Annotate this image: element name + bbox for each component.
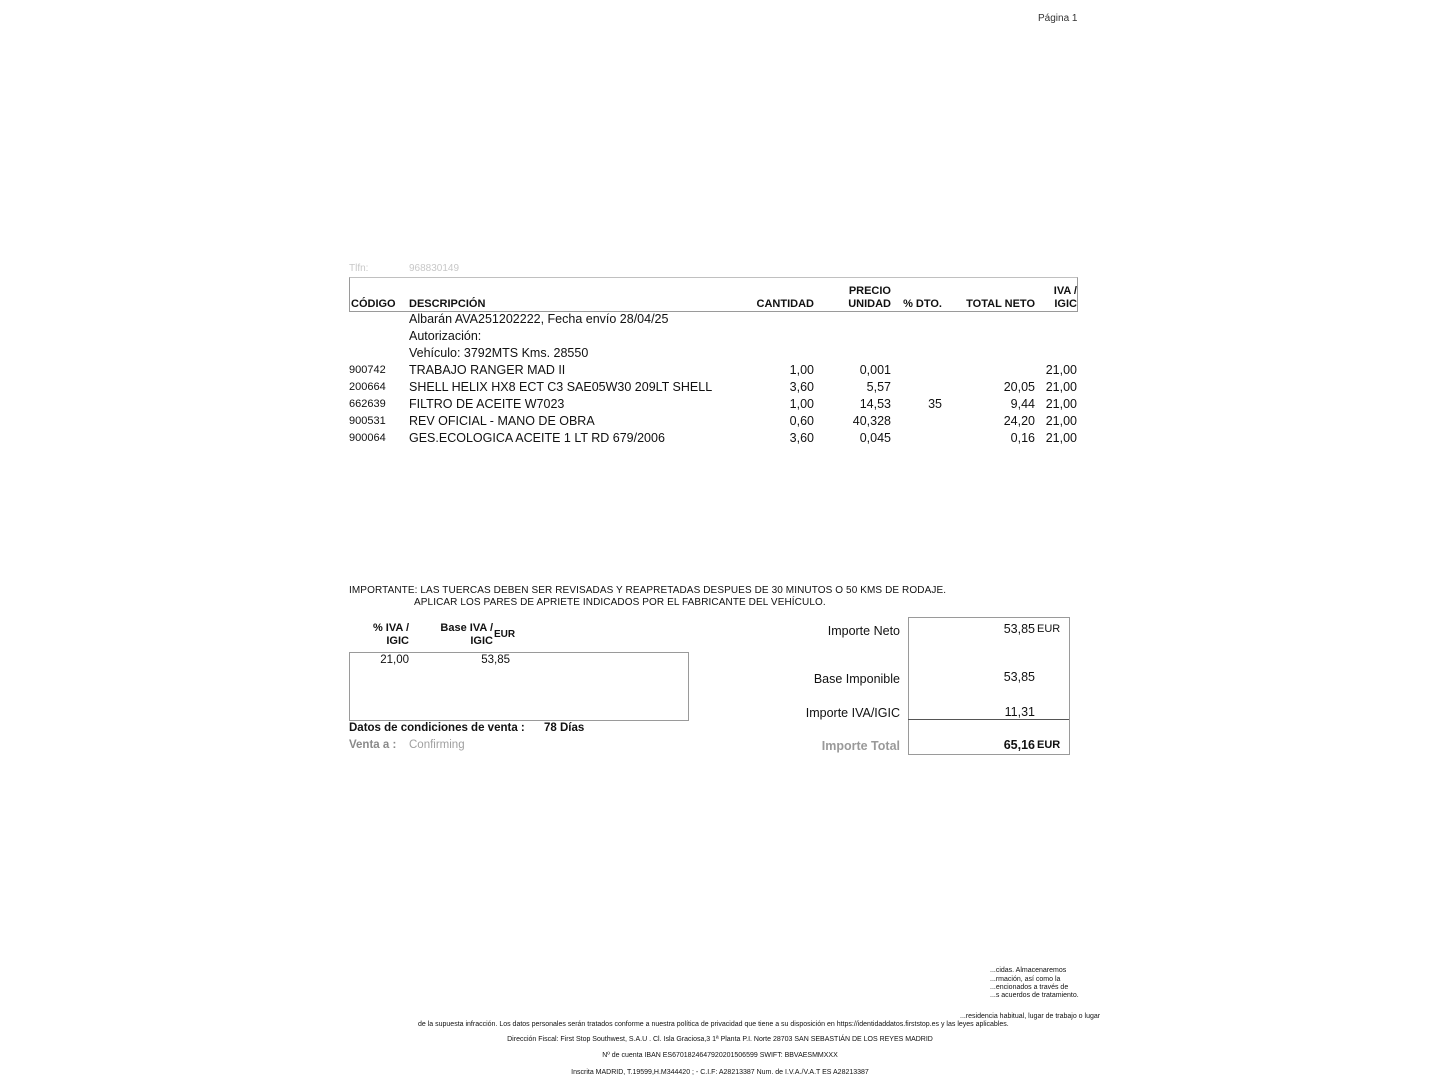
privacy-fragment-5: ...residencia habitual, lugar de trabajo o lugar [960, 1013, 1101, 1020]
row-code: 900531 [349, 415, 386, 427]
company-registry: Inscrita MADRID, T.19599,H.M344420 ; - C.I.F: A28213387 Num. de I.V.A./V.A.T ES A28213387 [571, 1069, 869, 1076]
row-net-total: 9,44 [1010, 397, 1035, 411]
vehicle-line: Vehículo: 3792MTS Kms. 28550 [409, 346, 589, 360]
row-description: GES.ECOLOGICA ACEITE 1 LT RD 679/2006 [409, 431, 665, 445]
row-net-total: 20,05 [1003, 380, 1035, 394]
row-unit-price: 14,53 [859, 397, 891, 411]
page-number: Página 1 [1038, 13, 1078, 24]
vat-base-header-1: Base IVA / [440, 622, 493, 634]
fiscal-address: Dirección Fiscal: First Stop Southwest, S.A.U . Cl. Isla Graciosa,3 1ª Planta P.I. Norte 28703 SAN SEBASTIÁN DE LOS REYES MADRID [507, 1036, 933, 1043]
row-quantity: 3,60 [789, 380, 814, 394]
vat-pct-header-2: IGIC [386, 635, 409, 647]
vat-base-header-2: IGIC [470, 635, 493, 647]
row-net-total: 0,16 [1010, 431, 1035, 445]
privacy-fragment-4: ...s acuerdos de tratamiento. [990, 992, 1079, 999]
row-code: 662639 [349, 398, 386, 410]
vat-amount-label: Importe IVA/IGIC [805, 706, 900, 720]
delivery-note-line: Albarán AVA251202222, Fecha envío 28/04/25 [409, 312, 669, 326]
net-amount-value: 53,85 [1003, 622, 1035, 636]
row-vat: 21,00 [1045, 431, 1077, 445]
row-quantity: 1,00 [789, 363, 814, 377]
phone-label: Tlfn: [349, 263, 369, 274]
row-unit-price: 5,57 [866, 380, 891, 394]
privacy-line: de la supuesta infracción. Los datos personales serán tratados conforme a nuestra política de privacidad que tiene a su disposición en https://identidaddatos.firststop.es y las leyes aplicables. [418, 1021, 1009, 1028]
venta-label: Venta a : [349, 739, 397, 751]
row-code: 200664 [349, 381, 386, 393]
totals-divider [908, 719, 1069, 720]
header-discount: % DTO. [903, 298, 942, 310]
privacy-fragment-2: ...rmación, así como la [990, 976, 1061, 983]
total-amount-label: Importe Total [821, 739, 900, 753]
row-code: 900064 [349, 432, 386, 444]
privacy-fragment-3: ...encionados a través de [990, 984, 1069, 991]
header-description: DESCRIPCIÓN [409, 298, 486, 310]
taxable-base-value: 53,85 [1003, 670, 1035, 684]
row-net-total: 24,20 [1003, 414, 1035, 428]
header-net-total: TOTAL NETO [966, 298, 1035, 310]
venta-value: Confirming [409, 739, 465, 751]
vat-pct-header-1: % IVA / [372, 622, 409, 634]
header-vat-1: IVA / [1053, 285, 1077, 297]
vat-pct-value: 21,00 [380, 654, 409, 666]
net-amount-label: Importe Neto [827, 624, 900, 638]
row-quantity: 1,00 [789, 397, 814, 411]
header-vat-2: IGIC [1054, 298, 1077, 310]
row-unit-price: 0,045 [859, 431, 891, 445]
total-amount-value: 65,16 [1003, 738, 1035, 752]
row-vat: 21,00 [1045, 363, 1077, 377]
row-description: SHELL HELIX HX8 ECT C3 SAE05W30 209LT SHELL [409, 380, 713, 394]
total-amount-currency: EUR [1037, 739, 1061, 751]
taxable-base-label: Base Imponible [813, 672, 900, 686]
bank-account: Nº de cuenta IBAN ES6701824647920201506599 SWIFT: BBVAESMMXXX [602, 1052, 838, 1059]
notice-line-2: APLICAR LOS PARES DE APRIETE INDICADOS POR EL FABRICANTE DEL VEHÍCULO. [414, 597, 826, 608]
row-unit-price: 0,001 [859, 363, 891, 377]
net-amount-currency: EUR [1037, 623, 1061, 635]
vat-currency-header: EUR [494, 629, 516, 640]
conditions-value: 78 Días [544, 722, 585, 734]
privacy-fragment-1: ...cidas. Almacenaremos [990, 967, 1067, 974]
vat-base-value: 53,85 [481, 654, 510, 666]
row-vat: 21,00 [1045, 397, 1077, 411]
row-code: 900742 [349, 364, 386, 376]
authorization-line: Autorización: [409, 329, 482, 343]
conditions-label: Datos de condiciones de venta : [349, 722, 525, 734]
row-vat: 21,00 [1045, 380, 1077, 394]
notice-line-1: IMPORTANTE: LAS TUERCAS DEBEN SER REVISADAS Y REAPRETADAS DESPUES DE 30 MINUTOS O 50 KMS DE RODAJE. [349, 585, 947, 596]
row-quantity: 0,60 [789, 414, 814, 428]
row-vat: 21,00 [1045, 414, 1077, 428]
row-description: FILTRO DE ACEITE W7023 [409, 397, 565, 411]
header-code: CÓDIGO [351, 298, 396, 310]
phone-value: 968830149 [409, 263, 460, 274]
header-unit-price-1: PRECIO [848, 285, 891, 297]
totals-box [908, 617, 1070, 755]
row-discount: 35 [928, 397, 942, 411]
row-unit-price: 40,328 [852, 414, 891, 428]
row-description: TRABAJO RANGER MAD II [409, 363, 566, 377]
vat-amount-value: 11,31 [1004, 705, 1035, 719]
row-quantity: 3,60 [789, 431, 814, 445]
row-description: REV OFICIAL - MANO DE OBRA [409, 414, 595, 428]
header-quantity: CANTIDAD [756, 298, 814, 310]
header-unit-price-2: UNIDAD [848, 298, 891, 310]
